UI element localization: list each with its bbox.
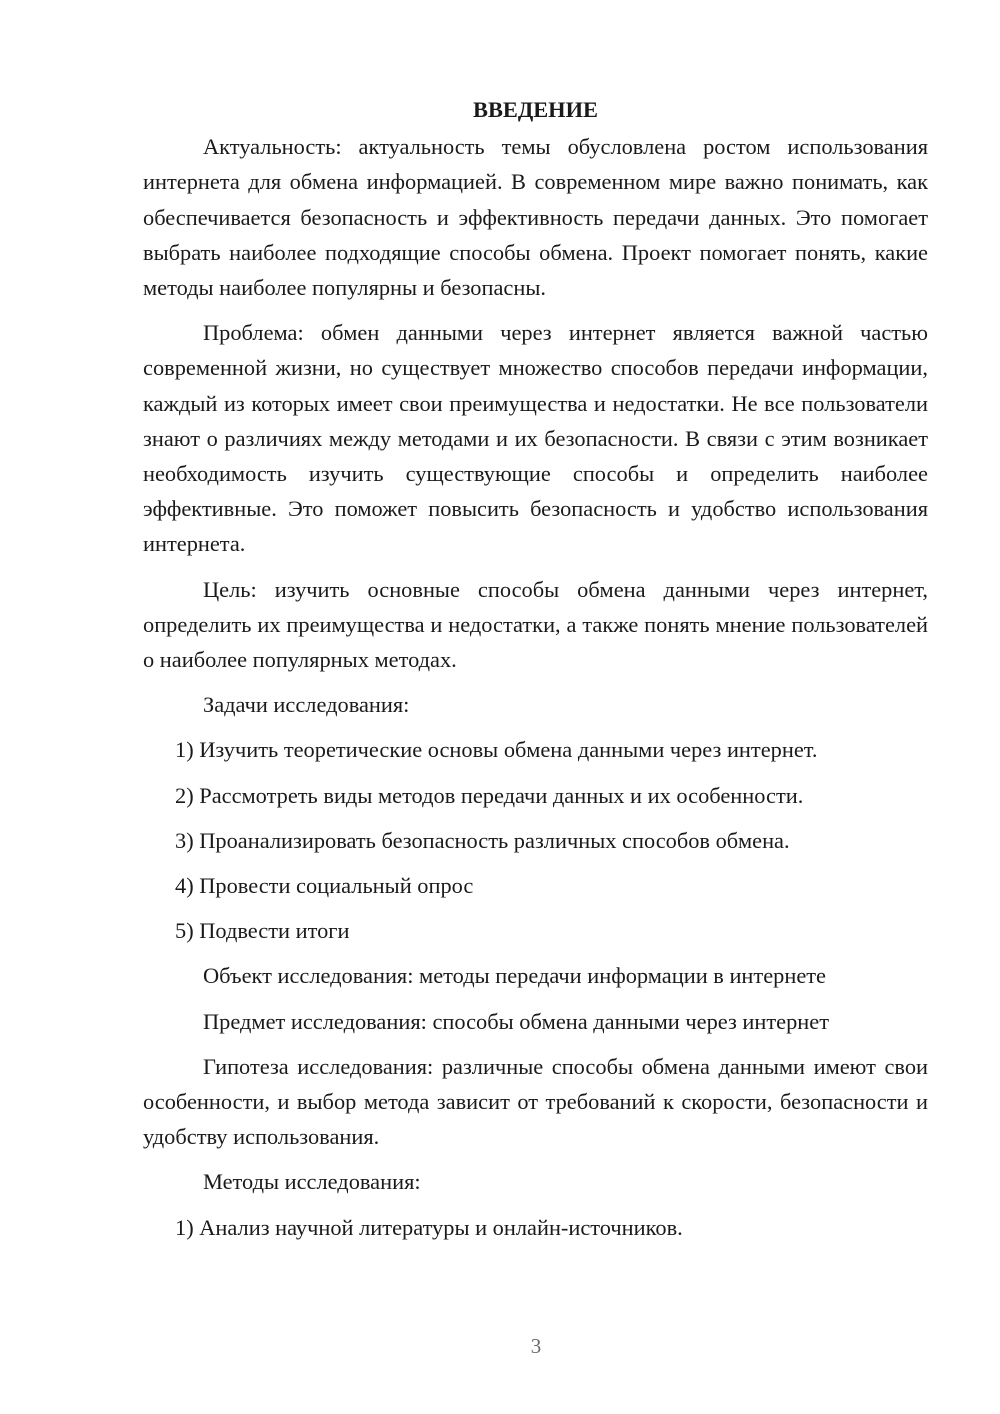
- paragraph-problem: Проблема: обмен данными через интернет является важной частью современной жизни, но существует множество способов передачи информации, каждый из которых имеет свои преимущества и недостатки. Не все пользователи знают о различиях между методами и их безопасности. В связи с этим возникает необходимость изучить существующие способы и определить наиболее эффективные. Это поможет повысить безопасность и удобство использования интернета.: [143, 320, 928, 557]
- research-object: Объект исследования: методы передачи информации в интернете: [203, 963, 826, 989]
- list-item: 5) Подвести итоги: [175, 918, 350, 944]
- paragraph-relevance: Актуальность: актуальность темы обусловлена ростом использования интернета для обмена информацией. В современном мире важно понимать, как обеспечивается безопасность и эффективность передачи данных. Это помогает выбрать наиболее подходящие способы обмена. Проект помогает понять, какие методы наиболее популярны и безопасны.: [143, 134, 928, 301]
- section-title: ВВЕДЕНИЕ: [473, 97, 598, 122]
- page-number: 3: [530, 1334, 542, 1358]
- list-item: 2) Рассмотреть виды методов передачи данных и их особенности.: [175, 782, 804, 808]
- list-item: 4) Провести социальный опрос: [175, 873, 474, 899]
- methods-list: [143, 1210, 928, 1245]
- document-page: [143, 92, 928, 1255]
- paragraph-hypothesis: Гипотеза исследования: различные способы обмена данными имеют свои особенности, и выбор метода зависит от требований к скорости, безопасности и удобству использования.: [143, 1053, 928, 1150]
- tasks-heading: Задачи исследования:: [203, 692, 410, 718]
- list-item: 1) Анализ научной литературы и онлайн-источников.: [175, 1214, 683, 1240]
- paragraph-goal: Цель: изучить основные способы обмена данными через интернет, определить их преимущества и недостатки, а также понять мнение пользователей о наиболее популярных методах.: [143, 576, 928, 673]
- methods-heading: Методы исследования:: [203, 1169, 421, 1195]
- research-subject: Предмет исследования: способы обмена данными через интернет: [203, 1008, 830, 1034]
- list-item: 1) Изучить теоретические основы обмена данными через интернет.: [175, 737, 818, 763]
- list-item: 3) Проанализировать безопасность различных способов обмена.: [175, 827, 790, 853]
- tasks-list: [143, 732, 928, 948]
